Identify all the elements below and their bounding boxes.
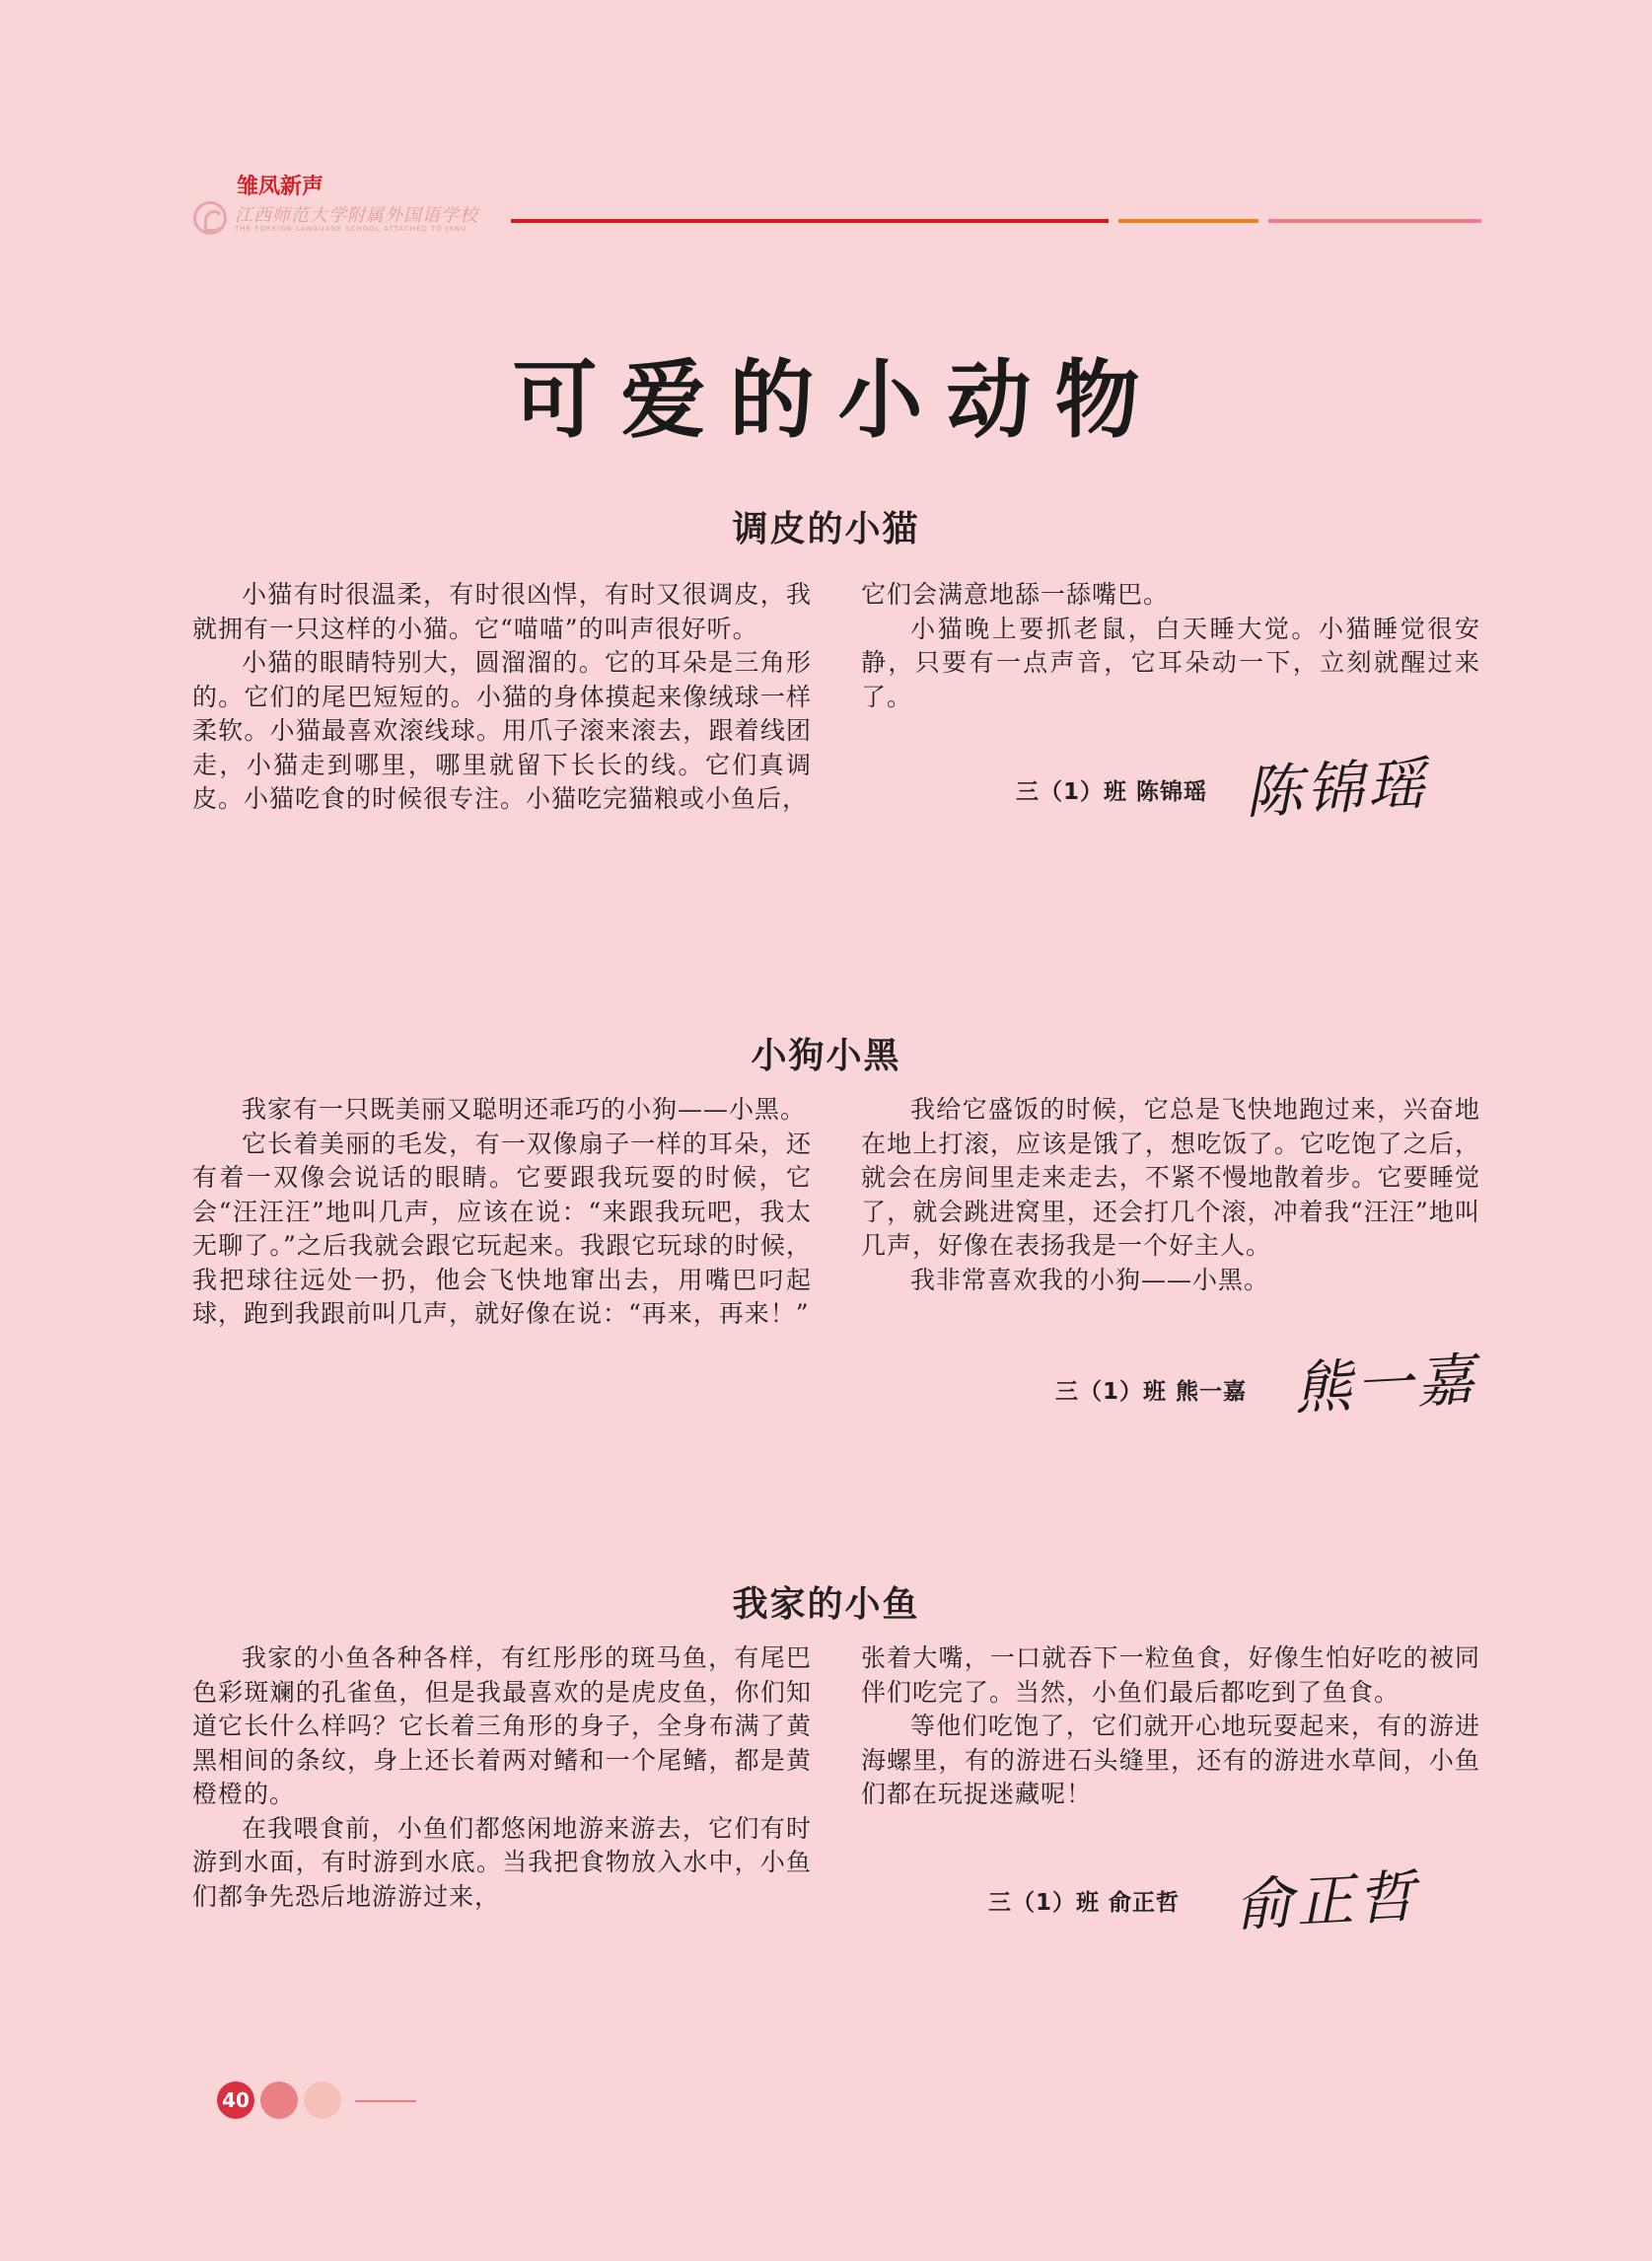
article-title-cat: 调皮的小猫 (732, 509, 920, 549)
page-number: 40 (217, 2081, 254, 2119)
article-title-fish: 我家的小鱼 (732, 1584, 920, 1625)
footer-dot (304, 2081, 341, 2119)
paragraph: 我给它盛饭的时候，它总是飞快地跑过来，兴奋地在地上打滚，应该是饿了，想吃饭了。它吃饱了之后，就会在房间里走来走去，不紧不慢地散着步。它要睡觉了，就会跳进窝里，还会打几个滚，冲着我“汪汪”地叫几声，好像在表扬我是一个好主人。 (861, 1095, 1480, 1260)
paragraph: 它们会满意地舔一舔嘴巴。 (861, 580, 1170, 609)
section-tag: 雏凤新声 (237, 175, 324, 199)
paragraph: 小猫晚上要抓老鼠，白天睡大觉。小猫睡觉很安静，只要有一点声音，它耳朵动一下，立刻就醒过来了。 (861, 614, 1480, 711)
page-title: 可爱的小动物 (512, 350, 1164, 450)
paragraph: 等他们吃饱了，它们就开心地玩耍起来，有的游进海螺里，有的游进石头缝里，还有的游进水草间，小鱼们都在玩捉迷藏呢！ (861, 1712, 1480, 1808)
handwritten-signature: 陈锦瑶 (1243, 750, 1430, 827)
paragraph: 小猫有时很温柔，有时很凶悍，有时又很调皮，我就拥有一只这样的小猫。它“喵喵”的叫声很好听。 (192, 580, 812, 643)
byline: 三（1）班 陈锦瑶 (1016, 779, 1208, 805)
article-dog-right-column (861, 1093, 1480, 1297)
article-cat-left-column (192, 578, 812, 817)
footer-rule (355, 2100, 416, 2102)
paragraph: 在我喂食前，小鱼们都悠闲地游来游去，它们有时游到水面，有时游到水底。当我把食物放入水中，小鱼们都争先恐后地游游过来， (192, 1813, 812, 1911)
article-dog-left-column (192, 1093, 812, 1332)
school-logo-icon (193, 201, 227, 235)
handwritten-signature: 俞正哲 (1233, 1862, 1420, 1939)
handwritten-signature: 熊一嘉 (1292, 1346, 1479, 1422)
paragraph: 我家有一只既美丽又聪明还乖巧的小狗——小黑。 (242, 1095, 807, 1124)
footer-dot (260, 2081, 298, 2119)
header-rule-red (511, 219, 1109, 223)
article-cat-right-column (861, 578, 1480, 714)
paragraph: 张着大嘴，一口就吞下一粒鱼食，好像生怕好吃的被同伴们吃完了。当然，小鱼们最后都吃到了鱼食。 (861, 1643, 1480, 1707)
article-fish-right-column (861, 1641, 1480, 1812)
paragraph: 小猫的眼睛特别大，圆溜溜的。它的耳朵是三角形的。它们的尾巴短短的。小猫的身体摸起来像绒球一样柔软。小猫最喜欢滚线球。用爪子滚来滚去，跟着线团走，小猫走到哪里，哪里就留下长长的线。它们真调皮。小猫吃食的时候很专注。小猫吃完猫粮或小鱼后， (192, 648, 812, 813)
header-rule-pink (1268, 219, 1481, 223)
header-rule-orange (1118, 219, 1258, 223)
school-name-en: THE FOREIGN LANGUAGE SCHOOL ATTACHED TO JXNU (235, 225, 467, 233)
byline: 三（1）班 俞正哲 (988, 1890, 1181, 1916)
article-title-dog: 小狗小黑 (751, 1036, 901, 1076)
school-name-cn: 江西师范大学附属外国语学校 (235, 205, 478, 226)
byline: 三（1）班 熊一嘉 (1055, 1379, 1248, 1405)
paragraph: 我非常喜欢我的小狗——小黑。 (910, 1265, 1270, 1294)
article-fish-left-column (192, 1641, 812, 1914)
paragraph: 我家的小鱼各种各样，有红彤彤的斑马鱼，有尾巴色彩斑斓的孔雀鱼，但是我最喜欢的是虎皮鱼，你们知道它长什么样吗？它长着三角形的身子，全身布满了黄黑相间的条纹，身上还长着两对鳍和一个尾鳍，都是黄橙橙的。 (192, 1643, 812, 1808)
paragraph: 它长着美丽的毛发，有一双像扇子一样的耳朵，还有着一双像会说话的眼睛。它要跟我玩耍的时候，它会“汪汪汪”地叫几声，应该在说：“来跟我玩吧，我太无聊了。”之后我就会跟它玩起来。我跟它玩球的时候，我把球往远处一扔，他会飞快地窜出去，用嘴巴叼起球，跑到我跟前叫几声，就好像在说：“再来，再来！” (192, 1129, 812, 1328)
